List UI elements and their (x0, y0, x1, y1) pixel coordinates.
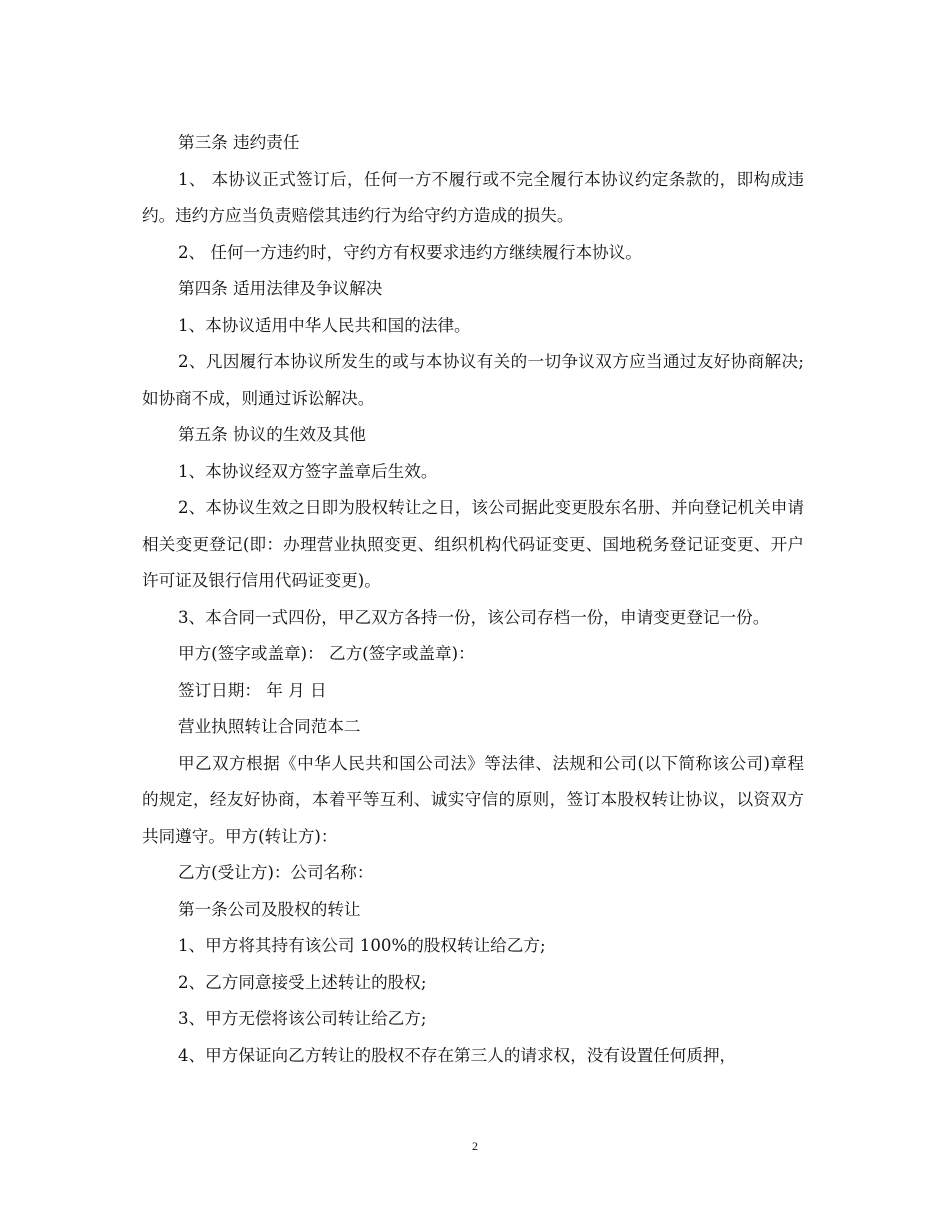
paragraph: 3、甲方无偿将该公司转让给乙方; (178, 1009, 427, 1028)
article-5-heading: 第五条 协议的生效及其他 (178, 425, 366, 444)
signature-line: 甲方(签字或盖章)： 乙方(签字或盖章)： (178, 644, 475, 663)
paragraph: 2、 任何一方违约时，守约方有权要求违约方继续履行本协议。 (178, 242, 642, 262)
section-title: 营业执照转让合同范本二 (178, 717, 361, 736)
article-3-heading: 第三条 违约责任 (178, 133, 300, 152)
article-1-heading: 第一条公司及股权的转让 (178, 899, 361, 919)
paragraph: 2、乙方同意接受上述转让的股权; (178, 972, 427, 992)
paragraph: 2、凡因履行本协议所发生的或与本协议有关的一切争议双方应当通过友好协商解决;如协商不成，则通过诉讼解决。 (142, 352, 804, 408)
document-body (142, 125, 804, 1074)
paragraph: 2、本协议生效之日即为股权转让之日，该公司据此变更股东名册、并向登记机关申请相关变更登记(即：办理营业执照变更、组织机构代码证变更、国地税务登记证变更、开户许可证及银行信用代码证变更)。 (142, 498, 804, 590)
signing-date-line: 签订日期： 年 月 日 (178, 680, 327, 700)
page-number: 2 (472, 1139, 478, 1153)
paragraph: 1、本协议经双方签字盖章后生效。 (178, 461, 438, 481)
paragraph: 1、 本协议正式签订后，任何一方不履行或不完全履行本协议约定条款的，即构成违约。违约方应当负责赔偿其违约行为给守约方造成的损失。 (142, 169, 804, 225)
paragraph: 乙方(受让方)：公司名称： (178, 863, 374, 882)
paragraph: 3、本合同一式四份，甲乙双方各持一份，该公司存档一份，申请变更登记一份。 (178, 607, 770, 627)
paragraph: 4、甲方保证向乙方转让的股权不存在第三人的请求权，没有设置任何质押， (178, 1045, 737, 1065)
paragraph: 甲乙双方根据《中华人民共和国公司法》等法律、法规和公司(以下简称该公司)章程的规定，经友好协商，本着平等互利、诚实守信的原则，签订本股权转让协议，以资双方共同遵守。甲方(转让方)： (142, 753, 804, 846)
article-4-heading: 第四条 适用法律及争议解决 (178, 279, 383, 298)
paragraph: 1、甲方将其持有该公司 100%的股权转让给乙方; (178, 936, 546, 955)
paragraph: 1、本协议适用中华人民共和国的法律。 (178, 315, 471, 335)
